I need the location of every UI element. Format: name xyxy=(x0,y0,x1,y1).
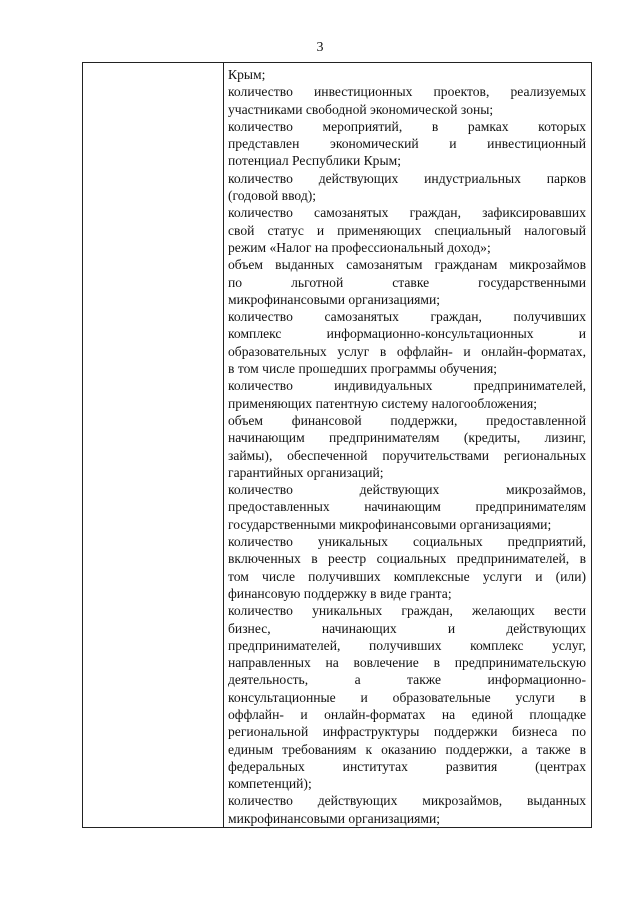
text-line: предпринимателей, получивших комплекс услуг, xyxy=(228,637,586,653)
text-line: количество самозанятых граждан, получивших xyxy=(228,309,586,325)
text-line: количество инвестиционных проектов, реализуемых xyxy=(228,84,586,100)
text-line: деятельность, а также информационно- xyxy=(228,672,586,688)
text-line: гарантийных организаций; xyxy=(228,464,384,480)
text-line: предоставленных начинающим предпринимателям xyxy=(228,499,586,515)
text-line: потенциал Республики Крым; xyxy=(228,153,401,169)
text-line: консультационные и образовательные услуги в xyxy=(228,689,586,705)
text-line: финансовую поддержку в виде гранта; xyxy=(228,585,452,601)
text-line: комплекс информационно-консультационных и xyxy=(228,326,586,342)
text-line: количество уникальных граждан, желающих вести xyxy=(228,603,586,619)
document-table xyxy=(82,62,592,828)
text-line: количество действующих индустриальных парков xyxy=(228,170,586,186)
table-right-cell xyxy=(228,66,586,827)
text-line: количество индивидуальных предпринимателей, xyxy=(228,378,586,394)
text-line: направленных на вовлечение в предпринимательскую xyxy=(228,655,586,671)
text-line: (годовой ввод); xyxy=(228,188,317,204)
text-line: том числе получивших комплексные услуги и (или) xyxy=(228,568,586,584)
text-line: количество уникальных социальных предприятий, xyxy=(228,534,586,550)
text-line: режим «Налог на профессиональный доход»; xyxy=(228,239,491,255)
text-line: Крым; xyxy=(228,67,266,82)
text-line: свой статус и применяющих специальный налоговый xyxy=(228,222,586,238)
text-line: начинающим предпринимателям (кредиты, лизинг, xyxy=(228,430,586,446)
text-line: компетенций); xyxy=(228,776,312,792)
text-line: единым требованиям к оказанию поддержки, а также в xyxy=(228,741,586,757)
text-line: количество действующих микрозаймов, выданных xyxy=(228,793,586,809)
text-line: бизнес, начинающих и действующих xyxy=(228,620,586,636)
text-line: включенных в реестр социальных предпринимателей, в xyxy=(228,551,586,567)
text-line: количество действующих микрозаймов, xyxy=(228,482,586,498)
text-line: участниками свободной экономической зоны; xyxy=(228,101,494,117)
text-line: количество самозанятых граждан, зафиксировавших xyxy=(228,205,586,221)
text-line: государственными микрофинансовыми организациями; xyxy=(228,516,552,532)
table-left-cell xyxy=(83,63,224,827)
text-line: оффлайн- и онлайн-форматах на единой площадке xyxy=(228,706,586,722)
page-number: 3 xyxy=(316,40,324,55)
text-line: представлен экономический и инвестиционный xyxy=(228,136,586,152)
text-line: по льготной ставке государственными xyxy=(228,274,586,290)
text-line: займы), обеспеченной поручительствами региональных xyxy=(228,447,586,463)
text-line: микрофинансовыми организациями; xyxy=(228,291,441,307)
text-line: объем выданных самозанятым гражданам микрозаймов xyxy=(228,257,586,273)
text-line: микрофинансовыми организациями; xyxy=(228,810,441,826)
text-line: объем финансовой поддержки, предоставленной xyxy=(228,412,586,428)
text-line: федеральных институтах развития (центрах xyxy=(228,758,586,774)
text-line: применяющих патентную систему налогообложения; xyxy=(228,395,537,411)
text-line: в том числе прошедших программы обучения; xyxy=(228,361,497,377)
text-line: количество мероприятий, в рамках которых xyxy=(228,118,586,134)
text-line: региональной инфраструктуры поддержки бизнеса по xyxy=(228,724,586,740)
text-line: образовательных услуг в оффлайн- и онлайн-форматах, xyxy=(228,343,586,359)
